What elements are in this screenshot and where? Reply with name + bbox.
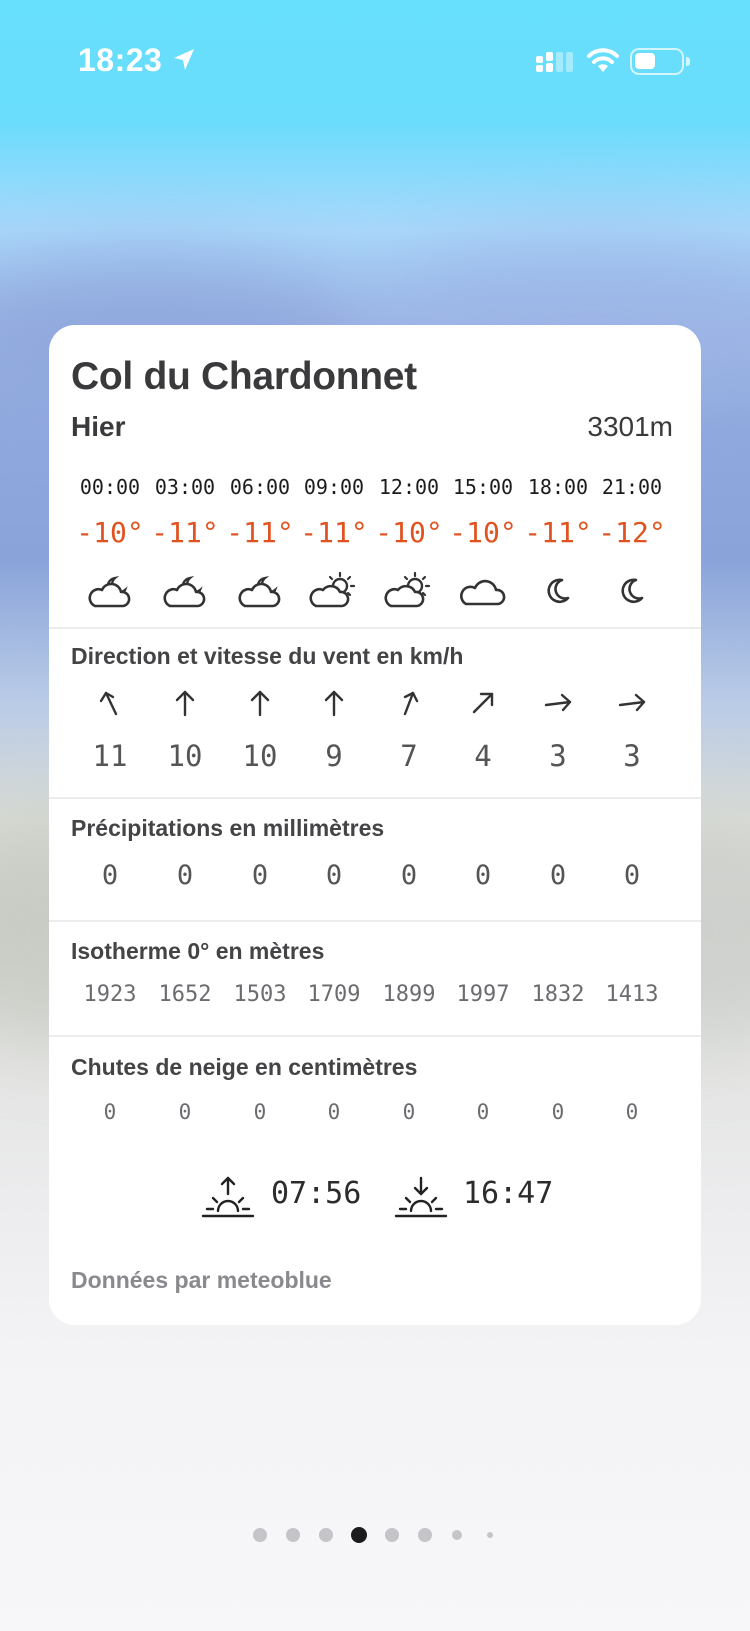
page-dot[interactable] bbox=[418, 1528, 432, 1542]
precipitation-row bbox=[49, 860, 701, 900]
temperature-value: -11° bbox=[524, 516, 592, 549]
wind-speed-value: 7 bbox=[400, 739, 418, 773]
isotherm-value: 1997 bbox=[456, 982, 510, 1007]
precipitation-value: 0 bbox=[549, 860, 567, 891]
arrow-up-icon bbox=[297, 688, 371, 722]
isotherm-value: 1503 bbox=[233, 982, 287, 1007]
isotherm-value: 1413 bbox=[605, 982, 659, 1007]
wifi-icon bbox=[586, 46, 620, 74]
wind-section-title: Direction et vitesse du vent en km/h bbox=[71, 643, 464, 669]
precipitation-value: 0 bbox=[400, 860, 418, 891]
sunset-icon bbox=[394, 1175, 448, 1221]
isotherm-value: 1832 bbox=[531, 982, 585, 1007]
isotherm-section-title: Isotherme 0° en mètres bbox=[71, 938, 325, 964]
wind-speed-value: 3 bbox=[623, 739, 641, 773]
precipitation-value: 0 bbox=[623, 860, 641, 891]
snow-value: 0 bbox=[327, 1100, 341, 1124]
snow-value: 0 bbox=[103, 1100, 117, 1124]
sunrise-icon bbox=[201, 1175, 255, 1221]
divider bbox=[49, 920, 701, 922]
wind-speed-row bbox=[49, 739, 701, 779]
hours-row bbox=[49, 475, 701, 515]
status-bar bbox=[0, 0, 750, 120]
snow-value: 0 bbox=[476, 1100, 490, 1124]
wind-speed-value: 10 bbox=[167, 739, 203, 773]
arrow-up-right-icon bbox=[372, 688, 446, 722]
divider bbox=[49, 797, 701, 799]
cellular-signal-icon bbox=[536, 52, 576, 74]
hour-label: 18:00 bbox=[527, 475, 589, 499]
precipitation-value: 0 bbox=[325, 860, 343, 891]
page-dot[interactable] bbox=[452, 1530, 462, 1540]
weather-card bbox=[49, 325, 701, 1325]
temperature-value: -11° bbox=[226, 516, 294, 549]
battery-icon bbox=[630, 48, 684, 75]
wind-direction-row bbox=[49, 688, 701, 728]
hour-label: 12:00 bbox=[378, 475, 440, 499]
arrow-right-icon bbox=[595, 688, 669, 722]
hour-label: 15:00 bbox=[452, 475, 514, 499]
temperature-value: -12° bbox=[598, 516, 666, 549]
isotherm-value: 1709 bbox=[307, 982, 361, 1007]
page-dot[interactable] bbox=[385, 1528, 399, 1542]
weather-icons-row bbox=[49, 570, 701, 610]
isotherm-value: 1899 bbox=[382, 982, 436, 1007]
partly-cloudy-night-icon bbox=[223, 570, 297, 614]
wind-speed-value: 10 bbox=[242, 739, 278, 773]
temperature-value: -10° bbox=[449, 516, 517, 549]
cloud-icon bbox=[446, 570, 520, 614]
page-dot[interactable] bbox=[487, 1532, 493, 1538]
temperature-value: -10° bbox=[375, 516, 443, 549]
precipitation-value: 0 bbox=[251, 860, 269, 891]
arrow-up-left-icon bbox=[73, 688, 147, 722]
hour-label: 21:00 bbox=[601, 475, 663, 499]
precipitation-value: 0 bbox=[176, 860, 194, 891]
page-dot[interactable] bbox=[286, 1528, 300, 1542]
snow-value: 0 bbox=[253, 1100, 267, 1124]
partly-cloudy-day-icon bbox=[297, 570, 371, 614]
divider bbox=[49, 627, 701, 629]
hour-label: 00:00 bbox=[79, 475, 141, 499]
snow-row bbox=[49, 1100, 701, 1140]
temperature-value: -10° bbox=[76, 516, 144, 549]
sunset-time: 16:47 bbox=[463, 1176, 554, 1211]
wind-speed-value: 4 bbox=[474, 739, 492, 773]
snow-value: 0 bbox=[625, 1100, 639, 1124]
page-indicator[interactable] bbox=[0, 1525, 750, 1545]
day-label: Hier bbox=[71, 411, 126, 442]
page-dot[interactable] bbox=[319, 1528, 333, 1542]
arrow-right-icon bbox=[521, 688, 595, 722]
moon-icon bbox=[521, 570, 595, 614]
snow-section-title: Chutes de neige en centimètres bbox=[71, 1054, 418, 1080]
hour-label: 09:00 bbox=[303, 475, 365, 499]
wind-speed-value: 9 bbox=[325, 739, 343, 773]
snow-value: 0 bbox=[551, 1100, 565, 1124]
location-arrow-icon bbox=[172, 47, 196, 73]
moon-icon bbox=[595, 570, 669, 614]
partly-cloudy-night-icon bbox=[148, 570, 222, 614]
arrow-up-right-icon bbox=[446, 688, 520, 722]
hour-label: 03:00 bbox=[154, 475, 216, 499]
page-dot[interactable] bbox=[253, 1528, 267, 1542]
temperature-value: -11° bbox=[151, 516, 219, 549]
wind-speed-value: 3 bbox=[549, 739, 567, 773]
temperature-row bbox=[49, 516, 701, 556]
snow-value: 0 bbox=[402, 1100, 416, 1124]
precipitation-section-title: Précipitations en millimètres bbox=[71, 815, 385, 841]
altitude-label: 3301m bbox=[587, 411, 673, 442]
divider bbox=[49, 1035, 701, 1037]
data-source-credit[interactable]: Données par meteoblue bbox=[71, 1267, 332, 1293]
partly-cloudy-night-icon bbox=[73, 570, 147, 614]
arrow-up-icon bbox=[223, 688, 297, 722]
arrow-up-icon bbox=[148, 688, 222, 722]
isotherm-row bbox=[49, 982, 701, 1022]
hour-label: 06:00 bbox=[229, 475, 291, 499]
isotherm-value: 1923 bbox=[83, 982, 137, 1007]
snow-value: 0 bbox=[178, 1100, 192, 1124]
wind-speed-value: 11 bbox=[92, 739, 128, 773]
precipitation-value: 0 bbox=[474, 860, 492, 891]
status-time: 18:23 bbox=[78, 42, 163, 78]
isotherm-value: 1652 bbox=[158, 982, 212, 1007]
page-dot-active[interactable] bbox=[351, 1527, 367, 1543]
sunrise-time: 07:56 bbox=[271, 1176, 362, 1211]
location-title: Col du Chardonnet bbox=[71, 355, 417, 398]
temperature-value: -11° bbox=[300, 516, 368, 549]
precipitation-value: 0 bbox=[101, 860, 119, 891]
partly-cloudy-day-icon bbox=[372, 570, 446, 614]
